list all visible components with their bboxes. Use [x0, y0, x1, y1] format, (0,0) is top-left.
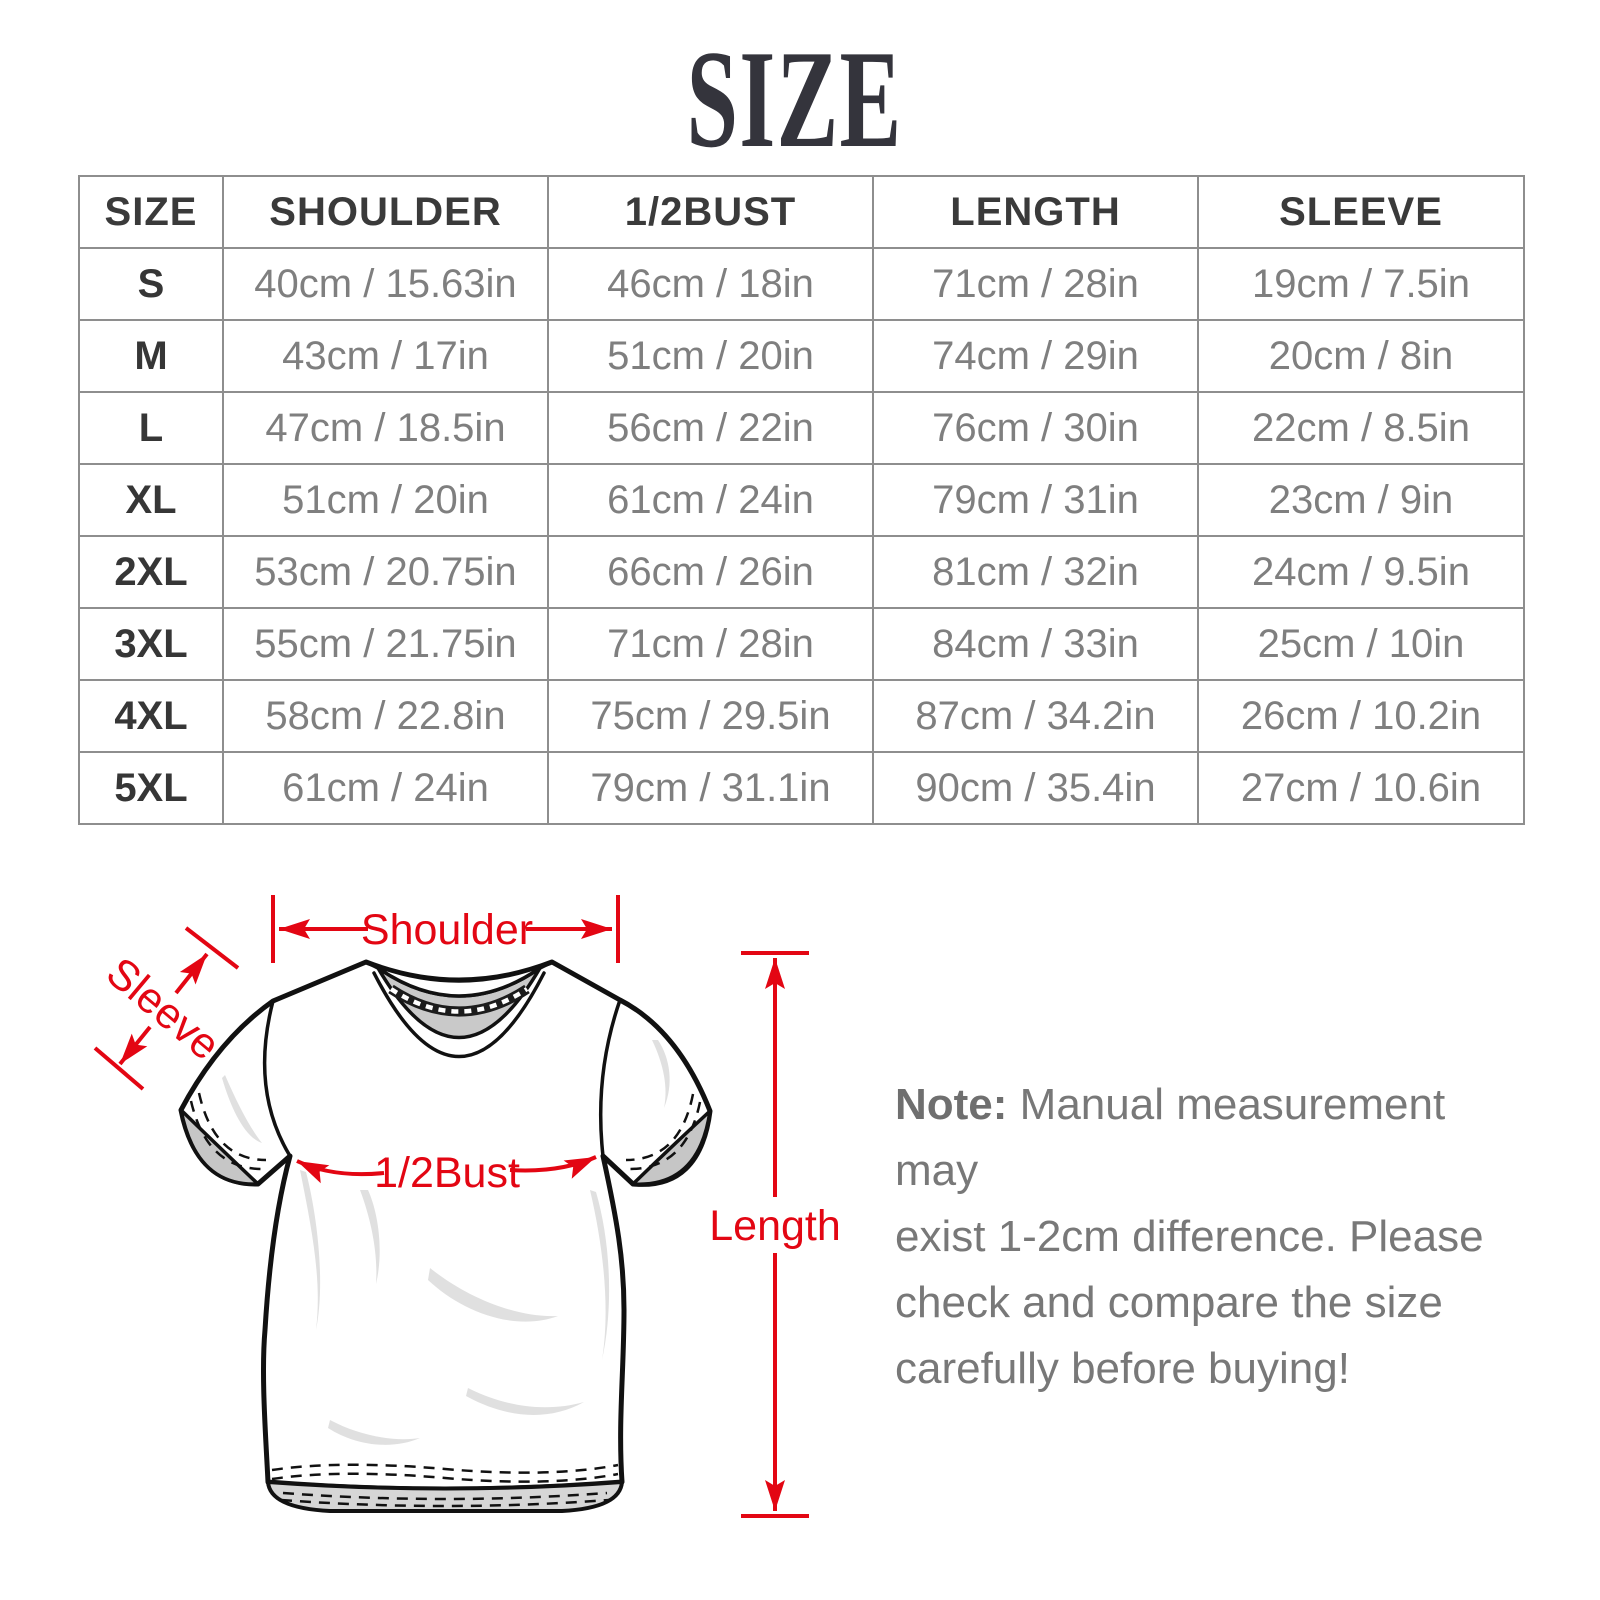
- table-cell: 53cm / 20.75in: [223, 536, 548, 608]
- table-cell: 51cm / 20in: [548, 320, 873, 392]
- sleeve-lower-tick: [95, 1048, 143, 1089]
- column-header-sleeve: SLEEVE: [1198, 176, 1524, 248]
- length-label: Length: [709, 1202, 841, 1250]
- note-line: check and compare the size: [895, 1278, 1443, 1327]
- table-cell: 40cm / 15.63in: [223, 248, 548, 320]
- column-header-bust: 1/2BUST: [548, 176, 873, 248]
- shoulder-dimension: [273, 895, 618, 963]
- table-cell: 27cm / 10.6in: [1198, 752, 1524, 824]
- tshirt-illustration: [181, 962, 710, 1511]
- table-cell: 46cm / 18in: [548, 248, 873, 320]
- note-line: carefully before buying!: [895, 1344, 1350, 1393]
- table-row: [79, 464, 1524, 536]
- table-row: [79, 608, 1524, 680]
- table-cell: 47cm / 18.5in: [223, 392, 548, 464]
- note-line: [895, 1072, 1535, 1204]
- table-cell: 23cm / 9in: [1198, 464, 1524, 536]
- size-label-cell: 3XL: [79, 608, 223, 680]
- size-label-cell: S: [79, 248, 223, 320]
- table-cell: 22cm / 8.5in: [1198, 392, 1524, 464]
- table-cell: 24cm / 9.5in: [1198, 536, 1524, 608]
- note-line: exist 1-2cm difference. Please: [895, 1212, 1484, 1261]
- table-cell: 51cm / 20in: [223, 464, 548, 536]
- sleeve-arrow-up: [176, 954, 207, 993]
- table-cell: 79cm / 31.1in: [548, 752, 873, 824]
- tshirt-body-outline: [181, 962, 710, 1489]
- measurement-note: [895, 1072, 1535, 1402]
- table-row: [79, 536, 1524, 608]
- length-dimension: [709, 953, 841, 1516]
- table-cell: 19cm / 7.5in: [1198, 248, 1524, 320]
- sleeve-arrow-down: [120, 1027, 150, 1064]
- table-cell: 74cm / 29in: [873, 320, 1198, 392]
- table-cell: 71cm / 28in: [873, 248, 1198, 320]
- table-cell: 55cm / 21.75in: [223, 608, 548, 680]
- table-cell: 66cm / 26in: [548, 536, 873, 608]
- table-cell: 20cm / 8in: [1198, 320, 1524, 392]
- column-header-size: SIZE: [79, 176, 223, 248]
- table-cell: 84cm / 33in: [873, 608, 1198, 680]
- size-table: [78, 175, 1525, 825]
- table-row: [79, 752, 1524, 824]
- table-cell: 75cm / 29.5in: [548, 680, 873, 752]
- note-text: Manual measurement may: [895, 1080, 1446, 1195]
- table-cell: 25cm / 10in: [1198, 608, 1524, 680]
- table-cell: 61cm / 24in: [548, 464, 873, 536]
- table-row: [79, 248, 1524, 320]
- table-row: [79, 320, 1524, 392]
- sleeve-label: Sleeve: [97, 948, 229, 1070]
- column-header-length: LENGTH: [873, 176, 1198, 248]
- table-cell: 43cm / 17in: [223, 320, 548, 392]
- table-cell: 90cm / 35.4in: [873, 752, 1198, 824]
- table-cell: 79cm / 31in: [873, 464, 1198, 536]
- table-header-row: [79, 176, 1524, 248]
- note-label: Note:: [895, 1080, 1008, 1129]
- table-cell: 61cm / 24in: [223, 752, 548, 824]
- half-bust-label: 1/2Bust: [374, 1149, 520, 1197]
- table-cell: 26cm / 10.2in: [1198, 680, 1524, 752]
- tshirt-measurement-diagram: [0, 860, 900, 1560]
- page-title-wrap: [0, 22, 1590, 177]
- size-label-cell: L: [79, 392, 223, 464]
- size-label-cell: XL: [79, 464, 223, 536]
- sleeve-upper-tick: [186, 928, 238, 968]
- table-cell: 71cm / 28in: [548, 608, 873, 680]
- table-cell: 76cm / 30in: [873, 392, 1198, 464]
- size-label-cell: 5XL: [79, 752, 223, 824]
- table-cell: 81cm / 32in: [873, 536, 1198, 608]
- size-label-cell: 2XL: [79, 536, 223, 608]
- size-label-cell: 4XL: [79, 680, 223, 752]
- table-cell: 56cm / 22in: [548, 392, 873, 464]
- table-cell: 87cm / 34.2in: [873, 680, 1198, 752]
- size-label-cell: M: [79, 320, 223, 392]
- column-header-shoulder: SHOULDER: [223, 176, 548, 248]
- shoulder-label: Shoulder: [360, 906, 534, 954]
- table-row: [79, 392, 1524, 464]
- table-cell: 58cm / 22.8in: [223, 680, 548, 752]
- page-title: SIZE: [687, 22, 903, 177]
- table-row: [79, 680, 1524, 752]
